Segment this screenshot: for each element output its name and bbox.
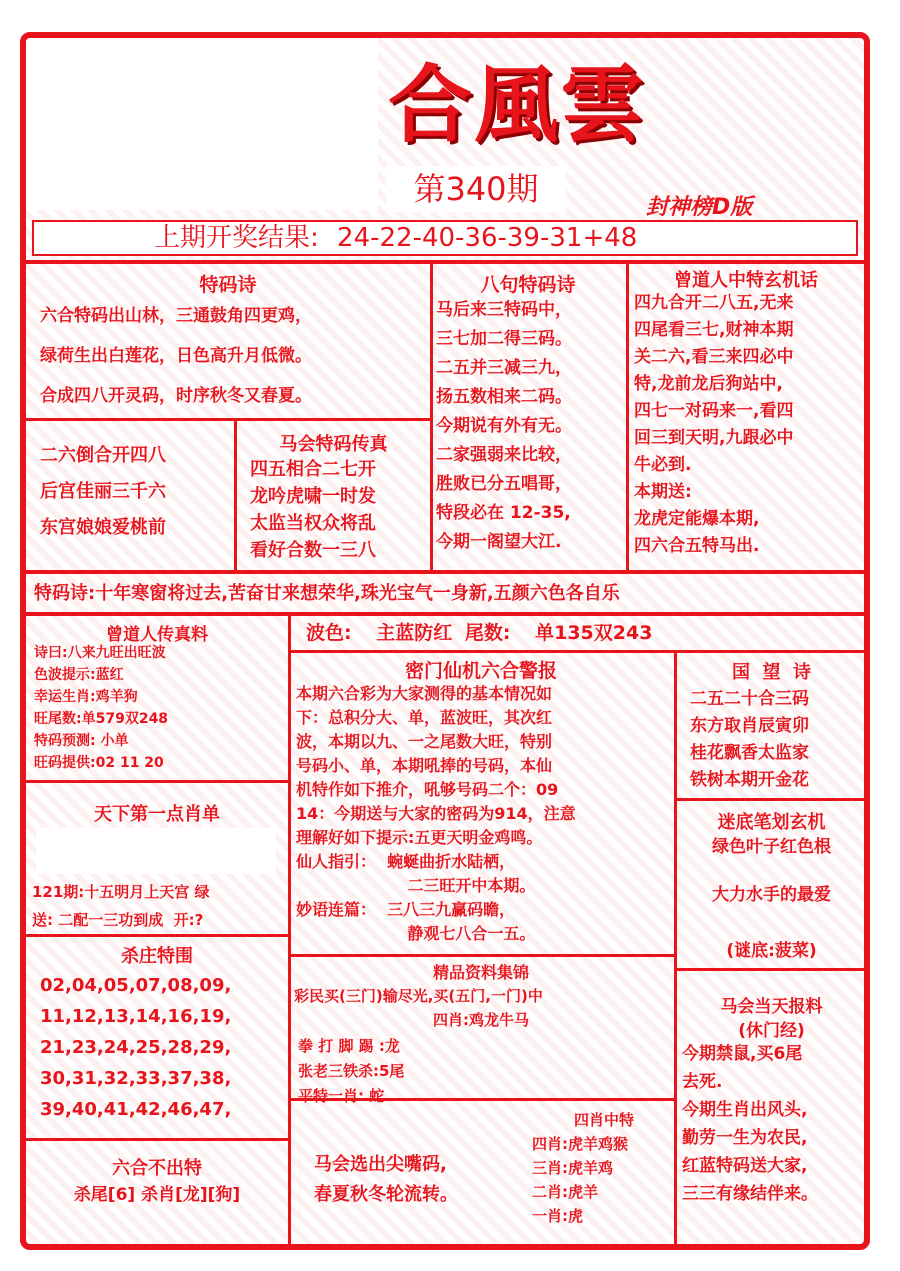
kill-body xyxy=(40,970,231,1125)
divider xyxy=(626,260,629,572)
kill-line: 11,12,13,14,16,19, xyxy=(40,1006,232,1027)
zeng-fax-body xyxy=(34,642,168,774)
jingpin-line: 拳 打 脚 踢 :龙 xyxy=(298,1037,400,1055)
tianxia-title: 天下第一点肖单 xyxy=(94,804,220,825)
secret-line: 二三旺开中本期。 xyxy=(296,876,536,895)
tianxia-line: 121期:十五明月上天宫 绿 xyxy=(32,883,210,901)
divider xyxy=(26,1138,288,1141)
poem-line: 合成四八开灵码，时序秋冬又春夏。 xyxy=(40,386,312,406)
last-result-label: 上期开奖结果: xyxy=(154,223,319,253)
kill-line: 30,31,32,33,37,38, xyxy=(40,1068,232,1089)
eight-lines-body xyxy=(436,296,572,557)
mahui-day-line: 三三有缘结伴来。 xyxy=(682,1184,818,1204)
zeng-line: 关二六,看三来四必中 xyxy=(634,347,794,367)
poem-line: 二家强弱来比较， xyxy=(436,445,572,465)
poem-line: 二六倒合开四八 xyxy=(40,445,166,466)
four-zodiac-title: 四肖中特 xyxy=(574,1111,635,1129)
secret-line: 波，本期以九、一之尾数大旺，特别 xyxy=(296,732,553,751)
zeng-line: 四七一对码来一,看四 xyxy=(634,401,794,421)
mahui-day-line: 去死. xyxy=(682,1072,723,1092)
divider xyxy=(674,798,868,801)
poem-line: 龙吟虎啸一时发 xyxy=(250,486,376,507)
divider xyxy=(26,934,288,937)
poem-line: 二五二十合三码 xyxy=(690,689,809,709)
mahui-fax-body xyxy=(250,456,376,564)
mahui-day-line: 勤劳一生为农民, xyxy=(682,1128,808,1148)
mahui-fax-title: 马会特码传真 xyxy=(279,434,388,455)
poem-line: 铁树本期开金花 xyxy=(690,770,809,790)
poem-line: 胜败已分五唱哥， xyxy=(436,474,572,494)
poem-line: 六合特码出山林，三通鼓角四更鸡， xyxy=(40,306,312,326)
kill-line: 02,04,05,07,08,09, xyxy=(40,975,232,996)
poem-line: 四五相合二七开 xyxy=(250,459,376,480)
poem-line: 特段必在 12-35, xyxy=(436,503,571,523)
zodiac-line: 四肖:虎羊鸡猴 xyxy=(532,1135,628,1153)
guowang-body xyxy=(690,686,809,794)
fax-line: 旺尾数:单579双248 xyxy=(34,711,169,727)
sharp-line: 春夏秋冬轮流转。 xyxy=(314,1184,458,1205)
secret-line: 14：今期送与大家的密码为914，注意 xyxy=(296,804,576,823)
mahui-day-body xyxy=(682,1040,818,1208)
wave-value: 主蓝防红 xyxy=(376,622,453,644)
last-result-bar xyxy=(32,220,858,256)
edition-label: 封神榜D版 xyxy=(646,195,753,220)
divider xyxy=(288,954,674,957)
palace-poem xyxy=(40,438,166,546)
jingpin-line: 四肖:鸡龙牛马 xyxy=(433,1011,529,1029)
tianxia-line: 送: 二配一三功到成 开:? xyxy=(32,911,204,929)
secret-line: 本期六合彩为大家测得的基本情况如 xyxy=(296,684,553,703)
divider xyxy=(26,418,430,421)
poem-line: 今期说有外有无。 xyxy=(436,416,572,436)
zeng-line: 四六合五特马出. xyxy=(634,536,760,556)
issue-number: 第340期 xyxy=(386,166,566,212)
logo-blank-area xyxy=(26,38,378,210)
jingpin-body xyxy=(298,1034,404,1109)
zeng-line: 牛必到. xyxy=(634,455,692,475)
fax-line: 幸运生肖:鸡羊狗 xyxy=(34,689,138,705)
poem-line: 后宫佳丽三千六 xyxy=(40,481,166,502)
divider xyxy=(288,650,868,653)
divider xyxy=(674,968,868,971)
divider xyxy=(26,260,866,264)
zodiac-line: 一肖:虎 xyxy=(532,1207,583,1225)
zeng-body xyxy=(634,290,793,560)
kill-line: 39,40,41,42,46,47, xyxy=(40,1099,232,1120)
poem-line: 桂花飘香太监家 xyxy=(690,743,809,763)
secret-body xyxy=(296,682,576,946)
kill-title: 杀庄特围 xyxy=(121,946,193,967)
mahui-day-line: 红蓝特码送大家, xyxy=(682,1156,808,1176)
kill-line: 21,23,24,25,28,29, xyxy=(40,1037,232,1058)
zeng-line: 特,龙前龙后狗站中, xyxy=(634,374,783,394)
mahui-day-subtitle: (休门经) xyxy=(738,1021,805,1041)
tema-poem-title: 特码诗 xyxy=(199,274,257,296)
zeng-line: 四尾看三七,财神本期 xyxy=(634,320,794,340)
zodiac-line: 三肖:虎羊鸡 xyxy=(532,1159,613,1177)
poem-line: 东方取肖辰寅卯 xyxy=(690,716,809,736)
zeng-line: 四九合开二八五,无来 xyxy=(634,293,794,313)
poem-line: 扬五数相来二码。 xyxy=(436,387,572,407)
secret-line: 号码小、单，本期吼捧的号码，本仙 xyxy=(296,756,553,775)
secret-line: 理解好如下提示:五更天明金鸡鸣。 xyxy=(296,828,543,847)
poem-line: 看好合数一三八 xyxy=(250,540,376,561)
fax-line: 色波提示:蓝红 xyxy=(34,667,124,683)
secret-line: 静观七八合一五。 xyxy=(296,924,536,943)
jingpin-title: 精品资料集锦 xyxy=(432,963,529,982)
jingpin-line: 张老三铁杀:5尾 xyxy=(298,1062,405,1080)
divider xyxy=(26,780,288,783)
eight-lines-title: 八句特码诗 xyxy=(480,274,576,296)
mahui-day-line: 今期禁鼠,买6尾 xyxy=(682,1044,803,1064)
tail-label: 尾数: xyxy=(464,622,511,644)
zodiac-line: 二肖:虎羊 xyxy=(532,1183,598,1201)
poem-line: 太监当权众将乱 xyxy=(250,513,376,534)
poem-line: 今期一阁望大江. xyxy=(436,532,562,552)
mahui-day-title: 马会当天报料 xyxy=(720,997,823,1017)
fax-line: 特码预测: 小单 xyxy=(34,733,129,749)
divider xyxy=(288,612,291,1250)
fax-line: 旺码提供:02 11 20 xyxy=(34,755,164,771)
buchute-title: 六合不出特 xyxy=(112,1158,202,1179)
zeng-line: 回三到天明,九跟必中 xyxy=(634,428,794,448)
tianxia-body xyxy=(32,878,210,934)
page-title: 合風雲 xyxy=(388,55,647,154)
riddle-title: 迷底笔划玄机 xyxy=(717,812,826,833)
wave-label: 波色: xyxy=(306,622,352,644)
jingpin-line: 彩民买(三门)输尽光,买(五门,一门)中 xyxy=(294,987,543,1005)
zeng-line: 龙虎定能爆本期, xyxy=(634,509,760,529)
tail-value: 单135双243 xyxy=(535,622,653,644)
buchute-line: 杀尾[6] 杀肖[龙][狗] xyxy=(73,1185,241,1205)
last-result-value: 24-22-40-36-39-31+48 xyxy=(337,223,638,253)
secret-line: 机特作如下推介，吼够号码二个：09 xyxy=(296,780,559,799)
riddle-line: 大力水手的最爱 xyxy=(712,885,831,905)
sharp-line: 马会选出尖嘴码, xyxy=(314,1154,447,1175)
secret-title: 密门仙机六合警报 xyxy=(404,660,557,682)
four-zodiac-body xyxy=(532,1132,628,1228)
poem-line: 东宫娘娘爱桃前 xyxy=(40,517,166,538)
riddle-line: 绿色叶子红色根 xyxy=(712,837,831,857)
banner-poem: 特码诗:十年寒窗将过去,苦奋甘来想荣华,珠光宝气一身新,五颜六色各自乐 xyxy=(34,583,620,604)
tema-poem-lines xyxy=(40,296,312,416)
poem-line: 三七加二得三码。 xyxy=(436,329,572,349)
wave-row xyxy=(306,618,652,648)
divider xyxy=(430,260,433,572)
mahui-day-line: 今期生肖出风头, xyxy=(682,1100,808,1120)
poem-line: 绿荷生出白莲花，日色高升月低微。 xyxy=(40,346,312,366)
jingpin-line: 平特一肖: 蛇 xyxy=(298,1087,385,1105)
divider xyxy=(26,570,866,574)
zeng-title: 曾道人中特玄机话 xyxy=(674,270,818,291)
tianxia-blank xyxy=(36,828,276,874)
page-frame xyxy=(20,32,870,1250)
riddle-answer: (谜底:菠菜) xyxy=(726,941,817,961)
secret-line: 下：总积分大、单，蓝波旺，其次红 xyxy=(296,708,553,727)
poem-line: 马后来三特码中， xyxy=(436,300,572,320)
poem-line: 二五并三减三九， xyxy=(436,358,572,378)
guowang-title: 国 望 诗 xyxy=(731,662,812,683)
divider xyxy=(26,612,866,616)
fax-line: 诗曰:八来九旺出旺波 xyxy=(34,645,166,661)
zeng-line: 本期送: xyxy=(634,482,692,502)
zeng-fax-title: 曾道人传真料 xyxy=(106,625,208,645)
secret-line: 仙人指引： 蜿蜒曲折水陆栖， xyxy=(296,852,516,871)
secret-line: 妙语连篇： 三八三九赢码瞻， xyxy=(296,900,516,919)
sharp-body xyxy=(314,1150,458,1210)
